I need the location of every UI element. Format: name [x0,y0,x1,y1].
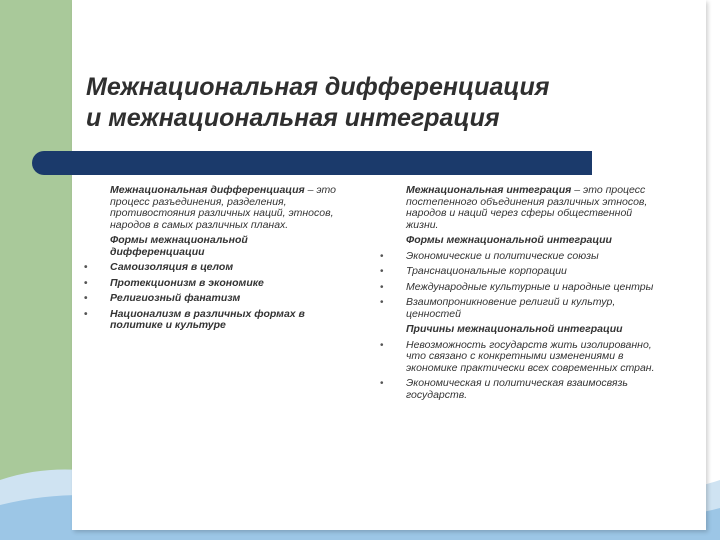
list-item: • Протекционизм в экономике [84,278,342,290]
title-line-1: Межнациональная дифференциация [86,73,550,101]
title-line-2: и межнациональная интеграция [86,104,500,132]
title-divider-bar [32,151,592,175]
list-item: • Невозможность государств жить изолированно, что связано с конкретными изменениями в экономике практически всех современных стран. [380,340,665,375]
list-item: • Экономическая и политическая взаимосвязь государств. [380,378,665,401]
right-definition-term: Межнациональная интеграция [406,184,572,196]
left-forms-heading: Формы межнациональной дифференциации [110,234,248,258]
right-column [380,185,665,405]
slide-title [86,72,686,134]
list-item: • Самоизоляция в целом [84,262,342,274]
right-causes-heading: Причины межнациональной интеграции [406,323,623,335]
right-definition-text: – это процесс постепенного объединения различных этносов, народов и наций через сферы общественной жизни. [406,184,648,231]
list-item: • Международные культурные и народные центры [380,282,665,294]
list-item: • Транснациональные корпорации [380,266,665,278]
left-column [84,185,342,336]
left-definition [84,185,342,231]
list-item: • Национализм в различных формах в политике и культуре [84,309,342,332]
right-forms-heading: Формы межнациональной интеграции [406,234,612,246]
left-definition-text: – это процесс разъединения, разделения, противостояния различных наций, этносов, народов в самых различных планах. [110,184,336,231]
list-item: • Религиозный фанатизм [84,293,342,305]
left-definition-term: Межнациональная дифференциация [110,184,305,196]
list-item: • Взаимопроникновение религий и культур, ценностей [380,297,665,320]
list-item: • Экономические и политические союзы [380,251,665,263]
right-definition [380,185,665,231]
